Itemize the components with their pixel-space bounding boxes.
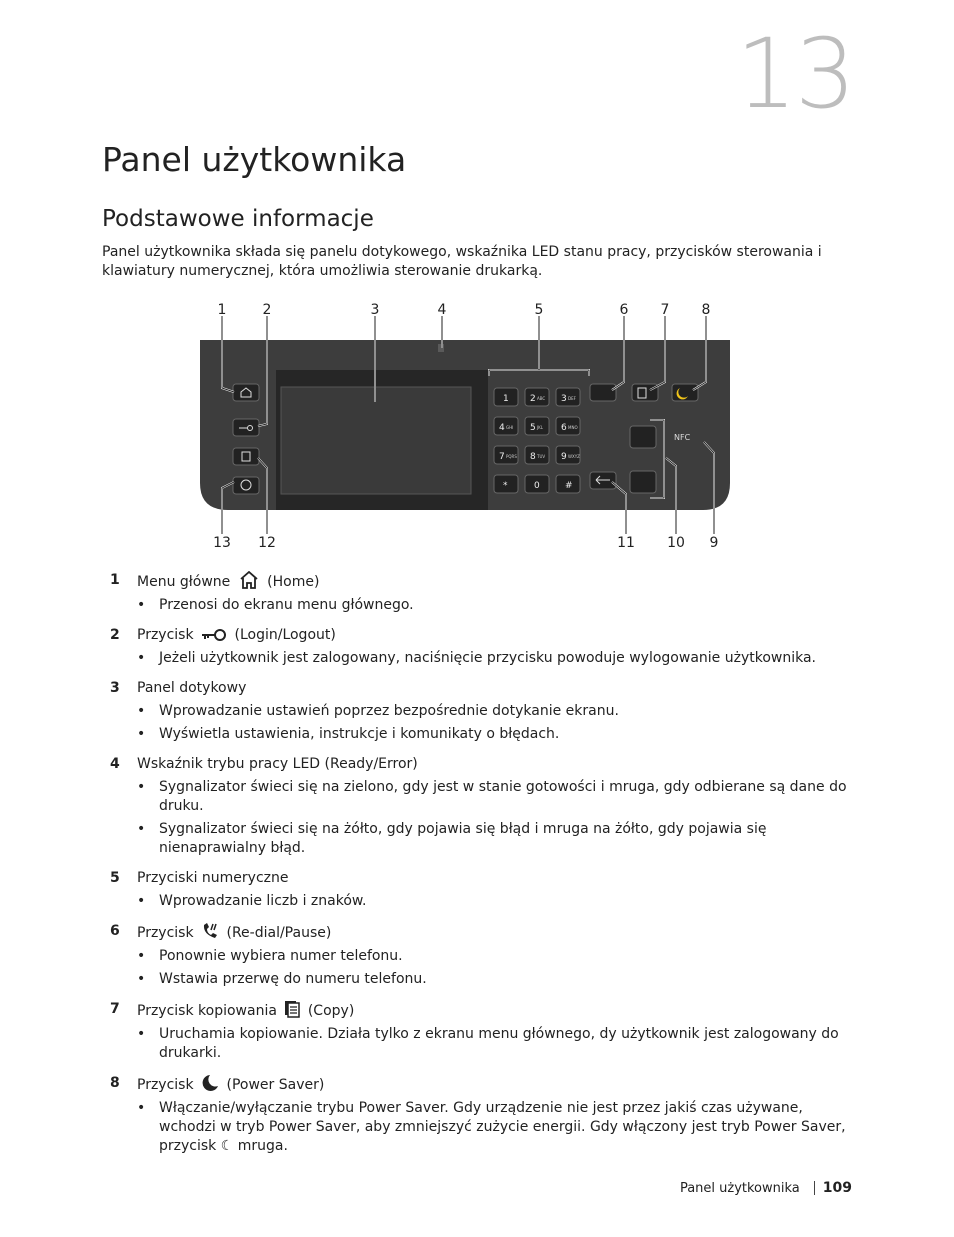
legend-item-title: Menu główne (Home) — [137, 574, 320, 590]
legend-bullet: • Uruchamia kopiowanie. Działa tylko z ekranu menu głównego, dy użytkownik jest zalogowany do drukarki. — [137, 1026, 839, 1061]
legend-item-number: 1 — [110, 572, 120, 588]
legend-item — [110, 679, 862, 744]
legend-item-title: Wskaźnik trybu pracy LED (Ready/Error) — [137, 756, 418, 772]
legend-item-number: 3 — [110, 680, 120, 696]
legend-item-number: 7 — [110, 1001, 120, 1017]
keypad-key-digit: 4 — [499, 423, 505, 433]
legend-item-title: Panel dotykowy — [137, 680, 247, 696]
keypad-key-digit: 1 — [503, 394, 509, 404]
keypad-key-digit: 9 — [561, 452, 567, 462]
legend-bullet: • Wstawia przerwę do numeru telefonu. — [137, 971, 427, 987]
legend-item-title: Przycisk kopiowania (Copy) — [137, 1003, 355, 1019]
legend-bullet: • Ponownie wybiera numer telefonu. — [137, 948, 403, 964]
legend-item-title: Przycisk (Power Saver) — [137, 1077, 325, 1093]
page-number: 109 — [822, 1180, 852, 1196]
keypad-key-digit: 2 — [530, 394, 536, 404]
legend-bullet: • Włączanie/wyłączanie trybu Power Saver. Gdy urządzenie nie jest przez jakiś czas używane, wchodzi w tryb Power Saver, aby zmniejszyć zużycie energii. Gdy włączony jest tryb Power Saver, przycisk ☾ mruga. — [137, 1100, 846, 1154]
home-icon — [235, 574, 263, 590]
intro-paragraph: Panel użytkownika składa się panelu dotykowego, wskaźnika LED stanu pracy, przycisków sterowania i klawiatury numerycznej, która umożliwia sterowanie drukarką. — [102, 244, 822, 279]
legend-item-button-name: Re-dial/Pause — [231, 925, 326, 941]
callout-1: 1 — [217, 302, 227, 318]
callout-11: 11 — [617, 535, 635, 551]
legend-item — [110, 1074, 862, 1156]
keypad-key-digit: * — [503, 481, 508, 491]
callout-12: 12 — [258, 535, 276, 551]
legend-item-button-name: Home — [272, 574, 314, 590]
footer-divider — [814, 1181, 815, 1195]
legend-item-title: Przycisk (Re-dial/Pause) — [137, 925, 332, 941]
callout-10: 10 — [667, 535, 685, 551]
keypad-key-digit: 5 — [530, 423, 536, 433]
redial-icon — [198, 925, 222, 941]
legend-bullet: • Sygnalizator świeci się na zielono, gdy jest w stanie gotowości i mruga, gdy odbierane są dane do druku. — [137, 779, 847, 814]
keypad-key-digit: 7 — [499, 452, 505, 462]
keypad-key-letters: MNO — [568, 425, 578, 430]
legend-bullet: • Jeżeli użytkownik jest zalogowany, naciśnięcie przycisku powoduje wylogowanie użytkownika. — [137, 650, 817, 666]
legend-bullet: • Wprowadzanie ustawień poprzez bezpośrednie dotykanie ekranu. — [137, 703, 619, 719]
keypad-key-letters: GHI — [506, 425, 514, 430]
legend-bullet: • Wyświetla ustawienia, instrukcje i komunikaty o błędach. — [137, 726, 560, 742]
legend-item-button-name: Power Saver — [231, 1077, 319, 1093]
legend-item-number: 6 — [110, 923, 120, 939]
svg-text:NFC: NFC — [674, 433, 691, 442]
legend-item — [110, 922, 862, 989]
chapter-number: 13 — [735, 18, 854, 130]
legend-item — [110, 755, 862, 858]
legend-item-number: 8 — [110, 1075, 120, 1091]
legend-item-number: 2 — [110, 627, 120, 643]
callout-8: 8 — [701, 302, 711, 318]
legend-item — [110, 1000, 862, 1063]
keypad-key-letters: ABC — [537, 396, 546, 401]
keypad-key-digit: 0 — [534, 481, 540, 491]
callout-6: 6 — [619, 302, 629, 318]
callout-2: 2 — [262, 302, 272, 318]
control-panel-figure — [198, 298, 733, 558]
callout-4: 4 — [437, 302, 447, 318]
key-icon — [198, 627, 230, 643]
keypad-key-letters: WXYZ — [568, 454, 580, 459]
legend-item-button-name: Ready/Error — [329, 756, 413, 772]
callout-13: 13 — [213, 535, 231, 551]
keypad-key-digit: 8 — [530, 452, 536, 462]
callout-9: 9 — [709, 535, 719, 551]
legend-item-number: 5 — [110, 870, 120, 886]
callout-7: 7 — [660, 302, 670, 318]
legend-item-title: Przycisk (Login/Logout) — [137, 627, 336, 643]
keypad-key-digit: 6 — [561, 423, 567, 433]
legend-bullet: • Wprowadzanie liczb i znaków. — [137, 893, 367, 909]
legend-item — [110, 626, 862, 668]
keypad-key-letters: TUV — [537, 454, 546, 459]
legend-item — [110, 571, 862, 615]
legend-item-title: Przyciski numeryczne — [137, 870, 289, 886]
callout-3: 3 — [370, 302, 380, 318]
moon-icon — [198, 1077, 222, 1093]
legend-list — [110, 571, 862, 1167]
legend-item — [110, 869, 862, 911]
page-footer — [680, 1180, 852, 1196]
page-title: Panel użytkownika — [102, 140, 407, 179]
footer-label: Panel użytkownika — [679, 1180, 800, 1196]
legend-bullet: • Przenosi do ekranu menu głównego. — [137, 597, 414, 613]
copy-icon — [281, 1003, 303, 1019]
keypad-key-letters: DEF — [568, 396, 576, 401]
keypad-key-letters: JKL — [537, 425, 544, 430]
callout-5: 5 — [534, 302, 544, 318]
legend-item-button-name: Login/Logout — [239, 627, 331, 643]
legend-item-button-name: Copy — [313, 1003, 349, 1019]
keypad-key-digit: # — [565, 481, 573, 491]
section-title: Podstawowe informacje — [102, 206, 374, 232]
legend-item-number: 4 — [110, 756, 120, 772]
keypad-key-letters: PQRS — [506, 454, 517, 459]
keypad-key-digit: 3 — [561, 394, 567, 404]
legend-bullet: • Sygnalizator świeci się na żółto, gdy pojawia się błąd i mruga na żółto, gdy pojawia się nienaprawialny błąd. — [137, 821, 767, 856]
